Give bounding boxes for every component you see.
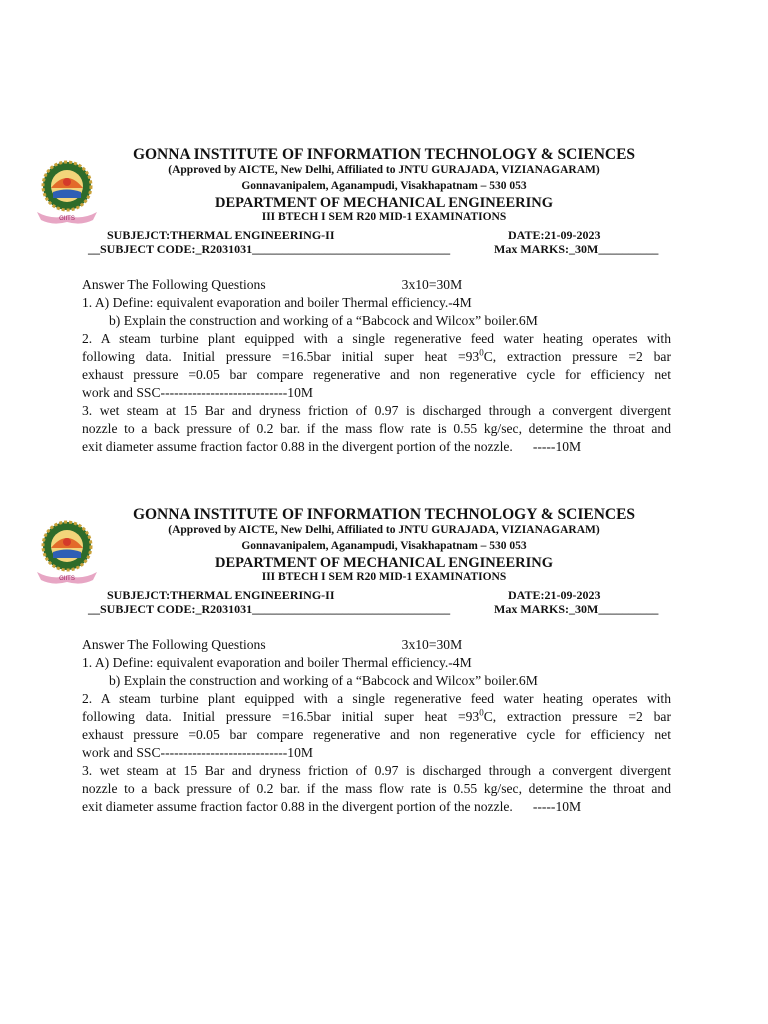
question-2-line-2a: following data. Initial pressure =16.5bar initial super heat =93 [82, 709, 480, 724]
instruction-line [82, 636, 671, 654]
question-2-line-2a: following data. Initial pressure =16.5bar initial super heat =93 [82, 349, 480, 364]
question-2-line-1: 2. A steam turbine plant equipped with a single regenerative feed water heating operates with [82, 691, 671, 706]
exam-date: DATE:21-09-2023 [508, 588, 601, 602]
approval-line: (Approved by AICTE, New Delhi, Affiliated to JNTU GURAJADA, VIZIANAGARAM) [168, 524, 600, 536]
question-3-line-3 [82, 438, 671, 456]
max-marks: Max MARKS:_30M__________ [494, 602, 659, 616]
question-3-line-1: 3. wet steam at 15 Bar and dryness friction of 0.97 is discharged through a convergent divergent [82, 763, 671, 778]
question-2-line-3: exhaust pressure =0.05 bar compare regenerative and non regenerative cycle for efficiency net [82, 727, 671, 742]
question-2-line-4: work and SSC----------------------------10M [82, 745, 313, 760]
total-marks: 3x10=30M [401, 637, 463, 652]
instruction-text: Answer The Following Questions [82, 277, 266, 292]
question-2-line-2b: C, extraction pressure =2 bar [483, 349, 671, 364]
question-1b: b) Explain the construction and working of a “Babcock and Wilcox” boiler.6M [109, 313, 538, 328]
question-2-line-2 [82, 708, 671, 726]
question-3-marks: -----10M [532, 799, 582, 814]
question-2-line-2b: C, extraction pressure =2 bar [483, 709, 671, 724]
department-name: DEPARTMENT OF MECHANICAL ENGINEERING [215, 195, 553, 211]
exam-date: DATE:21-09-2023 [508, 228, 601, 242]
question-1b: b) Explain the construction and working of a “Babcock and Wilcox” boiler.6M [109, 673, 538, 688]
logo-text: GIITS [59, 576, 75, 582]
subject-code: __SUBJECT CODE:_R2031031_________________________________ [88, 242, 451, 256]
instruction-line [82, 276, 671, 294]
institute-name: GONNA INSTITUTE OF INFORMATION TECHNOLOGY & SCIENCES [132, 506, 636, 523]
question-3-line-2: nozzle to a back pressure of 0.2 bar. if the mass flow rate is 0.55 kg/sec, determine the throat and [82, 421, 671, 436]
logo-text: GIITS [59, 216, 75, 222]
subject-name: SUBJEJCT:THERMAL ENGINEERING-II [107, 588, 335, 602]
question-3-line-1: 3. wet steam at 15 Bar and dryness friction of 0.97 is discharged through a convergent divergent [82, 403, 671, 418]
total-marks: 3x10=30M [401, 277, 463, 292]
question-3-line-3-text: exit diameter assume fraction factor 0.88 in the divergent portion of the nozzle. [82, 799, 513, 814]
degree-superscript: 0 [479, 347, 484, 358]
address-line: Gonnavanipalem, Aganampudi, Visakhapatnam – 530 053 [241, 540, 527, 552]
question-1a: 1. A) Define: equivalent evaporation and boiler Thermal efficiency.-4M [82, 655, 472, 670]
question-2-line-1: 2. A steam turbine plant equipped with a single regenerative feed water heating operates with [82, 331, 671, 346]
department-name: DEPARTMENT OF MECHANICAL ENGINEERING [215, 555, 553, 571]
address-line: Gonnavanipalem, Aganampudi, Visakhapatnam – 530 053 [241, 180, 527, 192]
questions-block [82, 636, 671, 816]
degree-superscript: 0 [479, 707, 484, 718]
question-2-line-3: exhaust pressure =0.05 bar compare regenerative and non regenerative cycle for efficiency net [82, 367, 671, 382]
question-3-marks: -----10M [532, 439, 582, 454]
question-paper-1 [0, 140, 768, 480]
max-marks: Max MARKS:_30M__________ [494, 242, 659, 256]
approval-line: (Approved by AICTE, New Delhi, Affiliated to JNTU GURAJADA, VIZIANAGARAM) [168, 164, 600, 176]
question-paper-2 [0, 500, 768, 840]
exam-title: III BTECH I SEM R20 MID-1 EXAMINATIONS [261, 571, 507, 583]
instruction-text: Answer The Following Questions [82, 637, 266, 652]
question-3-line-3 [82, 798, 671, 816]
question-3-line-2: nozzle to a back pressure of 0.2 bar. if the mass flow rate is 0.55 kg/sec, determine the throat and [82, 781, 671, 796]
questions-block [82, 276, 671, 456]
question-3-line-3-text: exit diameter assume fraction factor 0.88 in the divergent portion of the nozzle. [82, 439, 513, 454]
question-2-line-2 [82, 348, 671, 366]
question-1a: 1. A) Define: equivalent evaporation and boiler Thermal efficiency.-4M [82, 295, 472, 310]
institute-name: GONNA INSTITUTE OF INFORMATION TECHNOLOGY & SCIENCES [132, 146, 636, 163]
question-2-line-4: work and SSC----------------------------10M [82, 385, 313, 400]
exam-title: III BTECH I SEM R20 MID-1 EXAMINATIONS [261, 211, 507, 223]
subject-name: SUBJEJCT:THERMAL ENGINEERING-II [107, 228, 335, 242]
subject-code: __SUBJECT CODE:_R2031031_________________________________ [88, 602, 451, 616]
